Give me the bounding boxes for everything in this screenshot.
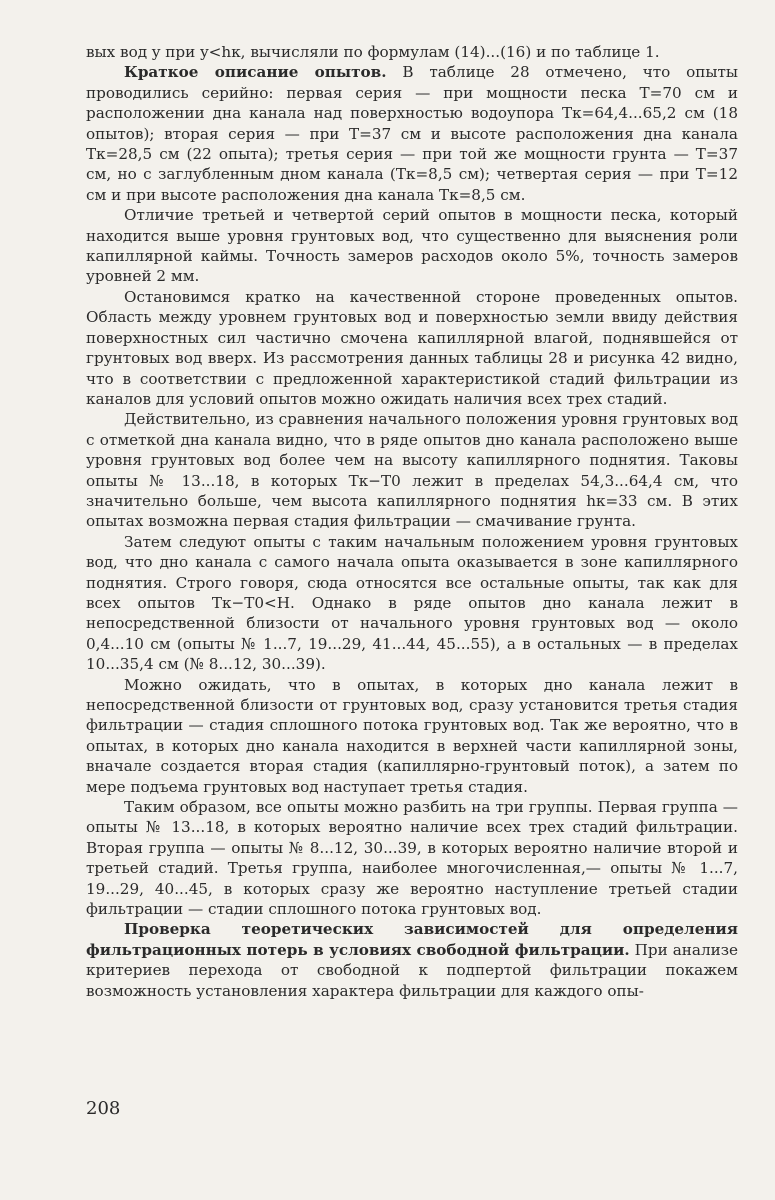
paragraph-4 — [86, 287, 738, 409]
paragraph-2 — [86, 62, 738, 205]
paragraph-5 — [86, 409, 738, 531]
paragraph-7 — [86, 675, 738, 797]
paragraph-3 — [86, 205, 738, 287]
paragraph-5-text: Действительно, из сравнения начального положения уровня грунтовых вод с отметкой дна канала видно, что в ряде опытов дно канала расположено выше уровня грунтовых вод более чем на высоту капиллярного поднятия. Таковы опыты № 13...18, в которых Tк−T0 лежит в пределах 54,3...64,4 см, что значительно больше, чем высота капиллярного поднятия hк=33 см. В этих опытах возможна первая стадия фильтрации — смачивание грунта. — [86, 410, 738, 531]
paragraph-7-text: Можно ожидать, что в опытах, в которых дно канала лежит в непосредственной близости от грунтовых вод, сразу установится третья стадия фильтрации — стадия сплошного потока грунтовых вод. Так же вероятно, что в опытах, в которых дно канала находится в верхней части капиллярной зоны, вначале создается вторая стадия (капиллярно-грунтовый поток), а затем по мере подъема грунтовых вод наступает третья стадия. — [86, 675, 738, 796]
paragraph-8 — [86, 797, 738, 919]
paragraph-9-text: При анализе критериев перехода от свободной к подпертой фильтрации покажем возможность установления характера фильтрации для каждого опы- — [86, 940, 738, 1000]
paragraph-1-text: вых вод y при y<hк, вычисляли по формулам (14)...(16) и по таблице 1. — [86, 43, 660, 61]
page-body — [86, 42, 738, 1001]
paragraph-8-text: Таким образом, все опыты можно разбить на три группы. Первая группа — опыты № 13...18, в которых вероятно наличие всех трех стадий фильтрации. Вторая группа — опыты № 8...12, 30...39, в которых вероятно наличие второй и третьей стадий. Третья группа, наиболее многочисленная,— опыты № 1...7, 19...29, 40...45, в которых сразу же вероятно наступление третьей стадии фильтрации — стадии сплошного потока грунтовых вод. — [86, 798, 738, 919]
section-heading-experiments: Краткое описание опытов. — [124, 63, 387, 82]
paragraph-2-text: В таблице 28 отмечено, что опыты проводились серийно: первая серия — при мощности песка T=70 см и расположении дна канала над поверхностью водоупора Tк=64,4...65,2 см (18 опытов); вторая серия — при T=37 см и высоте расположения дна канала Tк=28,5 см (22 опыта); третья серия — при той же мощности грунта — T=37 см, но с заглубленным дном канала (Tк=8,5 см); четвертая серия — при T=12 см и при высоте расположения дна канала Tк=8,5 см. — [86, 63, 738, 204]
page-number: 208 — [86, 1098, 121, 1119]
paragraph-1 — [86, 42, 738, 62]
paragraph-6-text: Затем следуют опыты с таким начальным положением уровня грунтовых вод, что дно канала с самого начала опыта оказывается в зоне капиллярного поднятия. Строго говоря, сюда относятся все остальные опыты, так как для всех опытов Tк−T0<H. Однако в ряде опытов дно канала лежит в непосредственной близости от начального уровня грунтовых вод — около 0,4...10 см (опыты № 1...7, 19...29, 41...44, 45...55), а в остальных — в пределах 10...35,4 см (№ 8...12, 30...39). — [86, 532, 738, 674]
paragraph-9 — [86, 919, 738, 1001]
section-heading-verification: Проверка теоретических зависимостей для определения фильтрационных потерь в условиях свободной фильтрации. — [86, 920, 738, 959]
paragraph-4-text: Остановимся кратко на качественной стороне проведенных опытов. Область между уровнем грунтовых вод и поверхностью земли ввиду действия поверхностных сил частично смочена капиллярной влагой, поднявшейся от грунтовых вод вверх. Из рассмотрения данных таблицы 28 и рисунка 42 видно, что в соответствии с предложенной характеристикой стадий фильтрации из каналов для условий опытов можно ожидать наличия всех трех стадий. — [86, 287, 738, 408]
paragraph-6 — [86, 532, 738, 675]
paragraph-3-text: Отличие третьей и четвертой серий опытов в мощности песка, который находится выше уровня грунтовых вод, что существенно для выяснения роли капиллярной каймы. Точность замеров расходов около 5%, точность замеров уровней 2 мм. — [86, 206, 738, 286]
